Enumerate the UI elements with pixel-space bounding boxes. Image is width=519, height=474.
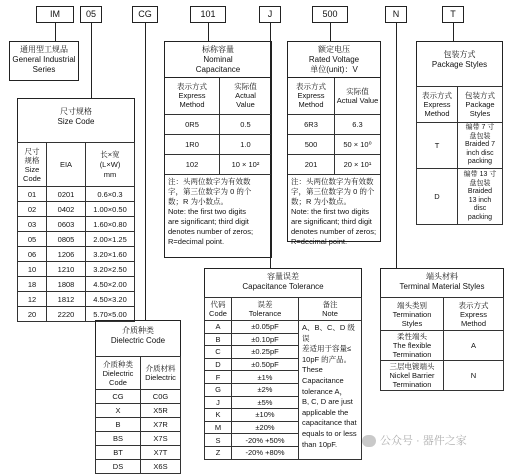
table-cell: 50 × 10⁰ [335,134,381,154]
connector-voltage [330,23,331,41]
dielectric-title: 介质种类 Dielectric Code [95,320,181,356]
code-box-dielectric: CG [132,6,158,23]
terminal-table: 端头类别 Termination Styles 表示方式 Express Method 柔性端头 The flexible Termination A 三层电镀端头 Nickel Barrier Termination N [380,297,504,391]
tolerance-panel [204,268,362,460]
table-cell: S [205,434,232,447]
capacitance-note: 注：头两位数字为有效数 字，第三位数字为 0 的个 数；R 为小数点。 Note: the first two digits are significant; third digit denotes number of zeros; R=decimal point. [168,176,254,246]
package-panel [416,41,503,225]
table-cell: 03 [18,217,47,232]
table-cell: X6S [141,460,181,474]
size-code-row [18,187,135,202]
table-cell: 20 × 10¹ [335,154,381,174]
series-box: 通用型工规品 General Industrial Series [9,41,79,81]
table-cell: 3.20×1.60 [86,247,135,262]
table-cell: 1812 [47,292,86,307]
terminal-title: 端头材料 Terminal Material Styles [380,268,504,297]
table-cell: 0402 [47,202,86,217]
size-code-row [18,292,135,307]
dielectric-row [96,446,181,460]
connector-package [453,23,454,41]
wechat-icon [362,435,376,447]
connector-size [91,23,92,98]
capacitance-table: 表示方式 Express Method 实际值 Actual Value 0R5 0.5 1R0 1.0 102 10 × 10² [165,78,271,175]
watermark: 公众号 · 器件之家 [362,431,512,451]
tolerance-row [205,321,362,334]
code-box-package: T [442,6,464,23]
size-code-title: 尺寸规格 Size Code [17,98,135,142]
table-cell: A [205,321,232,334]
table-cell: J [205,396,232,409]
terminal-row [381,331,504,361]
table-cell: 6.3 [335,114,381,134]
voltage-row [288,154,380,174]
table-cell: ±5% [232,396,299,409]
table-cell: 5.70×5.00 [86,307,135,322]
table-cell: C [205,346,232,359]
code-box-terminal: N [385,6,407,23]
code-box-tolerance: J [259,6,281,23]
table-cell: A [444,331,504,361]
table-cell: 0.5 [220,114,272,134]
table-cell: 0201 [47,187,86,202]
package-title: 包装方式 Package Styles [416,41,503,86]
table-cell: 20 [18,307,47,322]
package-row [417,123,503,169]
dielectric-row [96,432,181,446]
table-cell: ±1% [232,371,299,384]
dielectric-row [96,418,181,432]
table-cell: ±2% [232,383,299,396]
table-cell: ±20% [232,421,299,434]
package-row [417,169,503,225]
table-cell: ±0.10pF [232,333,299,346]
table-cell: N [444,361,504,391]
code-box-capacitance: 101 [190,6,226,23]
size-code-panel [17,98,135,322]
size-code-row [18,202,135,217]
dielectric-row [96,390,181,404]
table-cell: G [205,383,232,396]
dielectric-row [96,404,181,418]
table-cell: DS [96,460,141,474]
table-cell: 三层电镀端头 Nickel Barrier Termination [381,361,444,391]
connector-dielectric [145,23,146,320]
table-cell: X7S [141,432,181,446]
table-cell: 4.50×3.20 [86,292,135,307]
table-cell: 500 [288,134,335,154]
dielectric-table: 介质种类 Dielectric Code 介质材料 Dielectric CG C0G X X5R B X7R BS X7S BT X7T DS X6S [95,356,181,474]
size-code-table: 尺寸 规格 Size Code EIA 长×宽 (L×W) mm 01 0201 0.6×0.3 02 0402 1.00×0.50 03 0603 1.60×0.80 05 0805 2.00×1.25 06 1206 3.20×1.60 10 1210 3.20×2.50 18 1808 4.50×2.00 12 1812 4.50×3.20 20 2220 5.70×5.00 [17,142,135,322]
table-cell: 05 [18,232,47,247]
table-cell: 编带 13 寸 盘包装 Braided 13 inch disc packing [458,169,503,225]
table-cell: 18 [18,277,47,292]
table-cell: BT [96,446,141,460]
terminal-panel [380,268,504,391]
capacitance-title: 标称容量 Nominal Capacitance [165,42,271,78]
voltage-panel [287,41,381,246]
table-cell: X7T [141,446,181,460]
voltage-row [288,134,380,154]
size-code-row [18,232,135,247]
table-cell: 3.20×2.50 [86,262,135,277]
voltage-note: 注：头两位数字为有效数 字，第三位数字为 0 的个 数；R 为小数点。 Note: the first two digits are significant; third digit denotes number of zeros; R=decimal point. [291,176,377,246]
table-cell: 102 [165,154,220,174]
table-cell: K [205,409,232,422]
table-cell: 2220 [47,307,86,322]
table-cell: 0805 [47,232,86,247]
table-cell: 1.60×0.80 [86,217,135,232]
table-cell: Z [205,446,232,459]
table-cell: 1808 [47,277,86,292]
table-cell: X [96,404,141,418]
table-cell: 1.0 [220,134,272,154]
table-cell: 0R5 [165,114,220,134]
capacitance-row [165,154,271,174]
table-cell: 2.00×1.25 [86,232,135,247]
table-cell: 0603 [47,217,86,232]
table-cell: 10 × 10² [220,154,272,174]
table-cell: B [205,333,232,346]
table-cell: B [96,418,141,432]
table-cell: D [417,169,458,225]
code-box-size: 05 [80,6,102,23]
code-box-im: IM [36,6,74,23]
table-cell: ±10% [232,409,299,422]
table-cell: 06 [18,247,47,262]
table-cell: BS [96,432,141,446]
table-cell: D [205,358,232,371]
voltage-table: 表示方式 Express Method 实际值 Actual Value 6R3 6.3 500 50 × 10⁰ 201 20 × 10¹ [288,78,380,175]
capacitance-row [165,134,271,154]
table-cell: 1210 [47,262,86,277]
table-cell: 02 [18,202,47,217]
tolerance-title: 容量误差 Capacitance Tolerance [204,268,362,297]
size-code-row [18,217,135,232]
table-cell: CG [96,390,141,404]
table-cell: ±0.50pF [232,358,299,371]
connector-terminal [396,23,397,268]
table-cell: -20% +50% [232,434,299,447]
table-cell: F [205,371,232,384]
table-cell: X5R [141,404,181,418]
table-cell: ±0.25pF [232,346,299,359]
table-cell: 柔性端头 The flexible Termination [381,331,444,361]
dielectric-panel [95,320,181,474]
code-box-voltage: 500 [312,6,348,23]
table-cell: 12 [18,292,47,307]
connector-im [55,23,56,41]
connector-capacitance [208,23,209,41]
size-code-row [18,262,135,277]
table-cell: M [205,421,232,434]
table-cell: 编带 7 寸 盘包装 Braided 7 inch disc packing [458,123,503,169]
size-code-row [18,277,135,292]
table-cell: C0G [141,390,181,404]
table-cell: 1R0 [165,134,220,154]
capacitance-row [165,114,271,134]
table-cell: -20% +80% [232,446,299,459]
table-cell: T [417,123,458,169]
capacitance-panel [164,41,272,258]
table-cell: ±0.05pF [232,321,299,334]
table-cell: 10 [18,262,47,277]
table-cell: 1206 [47,247,86,262]
table-cell: 4.50×2.00 [86,277,135,292]
size-code-row [18,247,135,262]
tolerance-table: 代码 Code 误差 Tolerance 备注 Note A ±0.05pF A、B、C、D 级误 差适用于容量≤ 10pF 的产品。 These Capacitance tolerance A， B, C, D are just applicable the capacitance that equals to or less than 10pF. B ±0.10pF C ±0.25pF D ±0.50pF F ±1% G ±2% J ±5% K ±10% M ±20% S -20% +50% Z -20% +80% [204,297,362,460]
table-cell: 0.6×0.3 [86,187,135,202]
table-cell: 201 [288,154,335,174]
table-cell: 01 [18,187,47,202]
package-table: 表示方式 Express Method 包装方式 Package Styles T 编带 7 寸 盘包装 Braided 7 inch disc packing D 编带 13 寸 盘包装 Braided 13 inch disc packing [416,86,503,225]
table-cell: 1.00×0.50 [86,202,135,217]
voltage-row [288,114,380,134]
table-cell: 6R3 [288,114,335,134]
tolerance-note: A、B、C、D 级误 差适用于容量≤ 10pF 的产品。 These Capacitance tolerance A， B, C, D are just applicable the capacitance that equals to or less than 10pF. [299,321,362,460]
voltage-title: 额定电压 Rated Voltage 单位(unit)：V [288,42,380,78]
table-cell: X7R [141,418,181,432]
terminal-row [381,361,504,391]
